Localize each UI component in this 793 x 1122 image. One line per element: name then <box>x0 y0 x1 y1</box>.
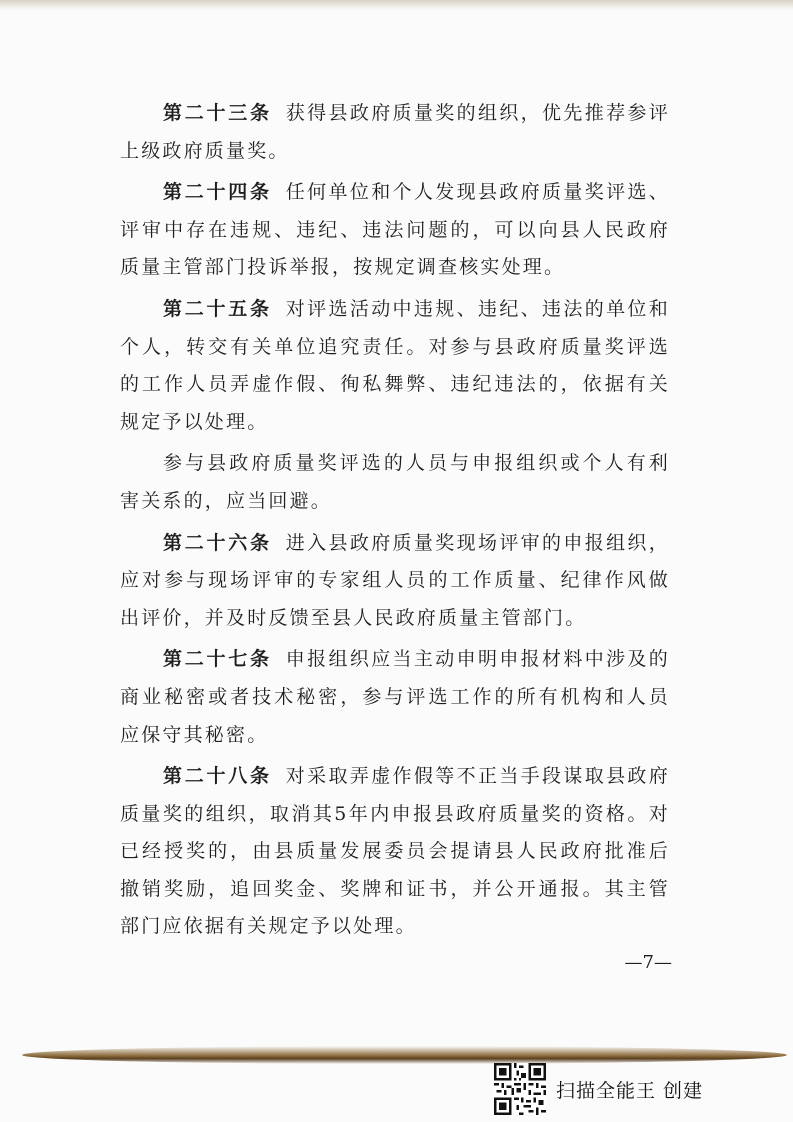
article-text: 获得县政府质量奖的组织，优先推荐参评上级政府质量奖。 <box>120 102 670 162</box>
article-text: 申报组织应当主动申明申报材料中涉及的商业秘密或者技术秘密，参与评选工作的所有机构和人员应保守其秘密。 <box>120 648 670 746</box>
scanner-app-label: 扫描全能王 创建 <box>556 1079 704 1102</box>
article-number: 第二十六条 <box>163 531 272 554</box>
article-text: 参与县政府质量奖评选的人员与申报组织或个人有利害关系的，应当回避。 <box>120 452 670 512</box>
scanner-watermark <box>494 1063 754 1115</box>
paragraph-article-25-continued <box>120 445 670 520</box>
paragraph-article-26 <box>120 525 670 638</box>
paragraph-article-23 <box>120 95 670 170</box>
article-text: 对采取弄虚作假等不正当手段谋取县政府质量奖的组织，取消其5年内申报县政府质量奖的资格。对已经授奖的，由县质量发展委员会提请县人民政府批准后撤销奖励，追回奖金、奖牌和证书，并公开通报。其主管部门应依据有关规定予以处理。 <box>120 765 670 938</box>
scan-edge-top <box>0 0 793 10</box>
paragraph-article-24 <box>120 174 670 287</box>
article-number: 第二十四条 <box>163 181 272 204</box>
scan-edge-bottom <box>22 1046 787 1064</box>
article-text: 进入县政府质量奖现场评审的申报组织，应对参与现场评审的专家组人员的工作质量、纪律作风做出评价，并及时反馈至县人民政府质量主管部门。 <box>120 531 670 629</box>
paragraph-article-27 <box>120 641 670 754</box>
article-number: 第二十五条 <box>163 297 272 320</box>
article-text: 任何单位和个人发现县政府质量奖评选、评审中存在违规、违纪、违法问题的，可以向县人民政府质量主管部门投诉举报，按规定调查核实处理。 <box>120 181 670 279</box>
article-number: 第二十七条 <box>163 648 272 671</box>
qr-code-icon <box>494 1063 546 1115</box>
article-number: 第二十三条 <box>163 102 272 124</box>
article-text: 对评选活动中违规、违纪、违法的单位和个人，转交有关单位追究责任。对参与县政府质量奖评选的工作人员弄虚作假、徇私舞弊、违纪违法的，依据有关规定予以处理。 <box>120 297 670 433</box>
paragraph-article-25 <box>120 291 670 441</box>
paragraph-article-28 <box>120 758 670 946</box>
page-number: —7— <box>624 952 672 973</box>
document-body <box>120 95 670 950</box>
article-number: 第二十八条 <box>163 765 272 788</box>
